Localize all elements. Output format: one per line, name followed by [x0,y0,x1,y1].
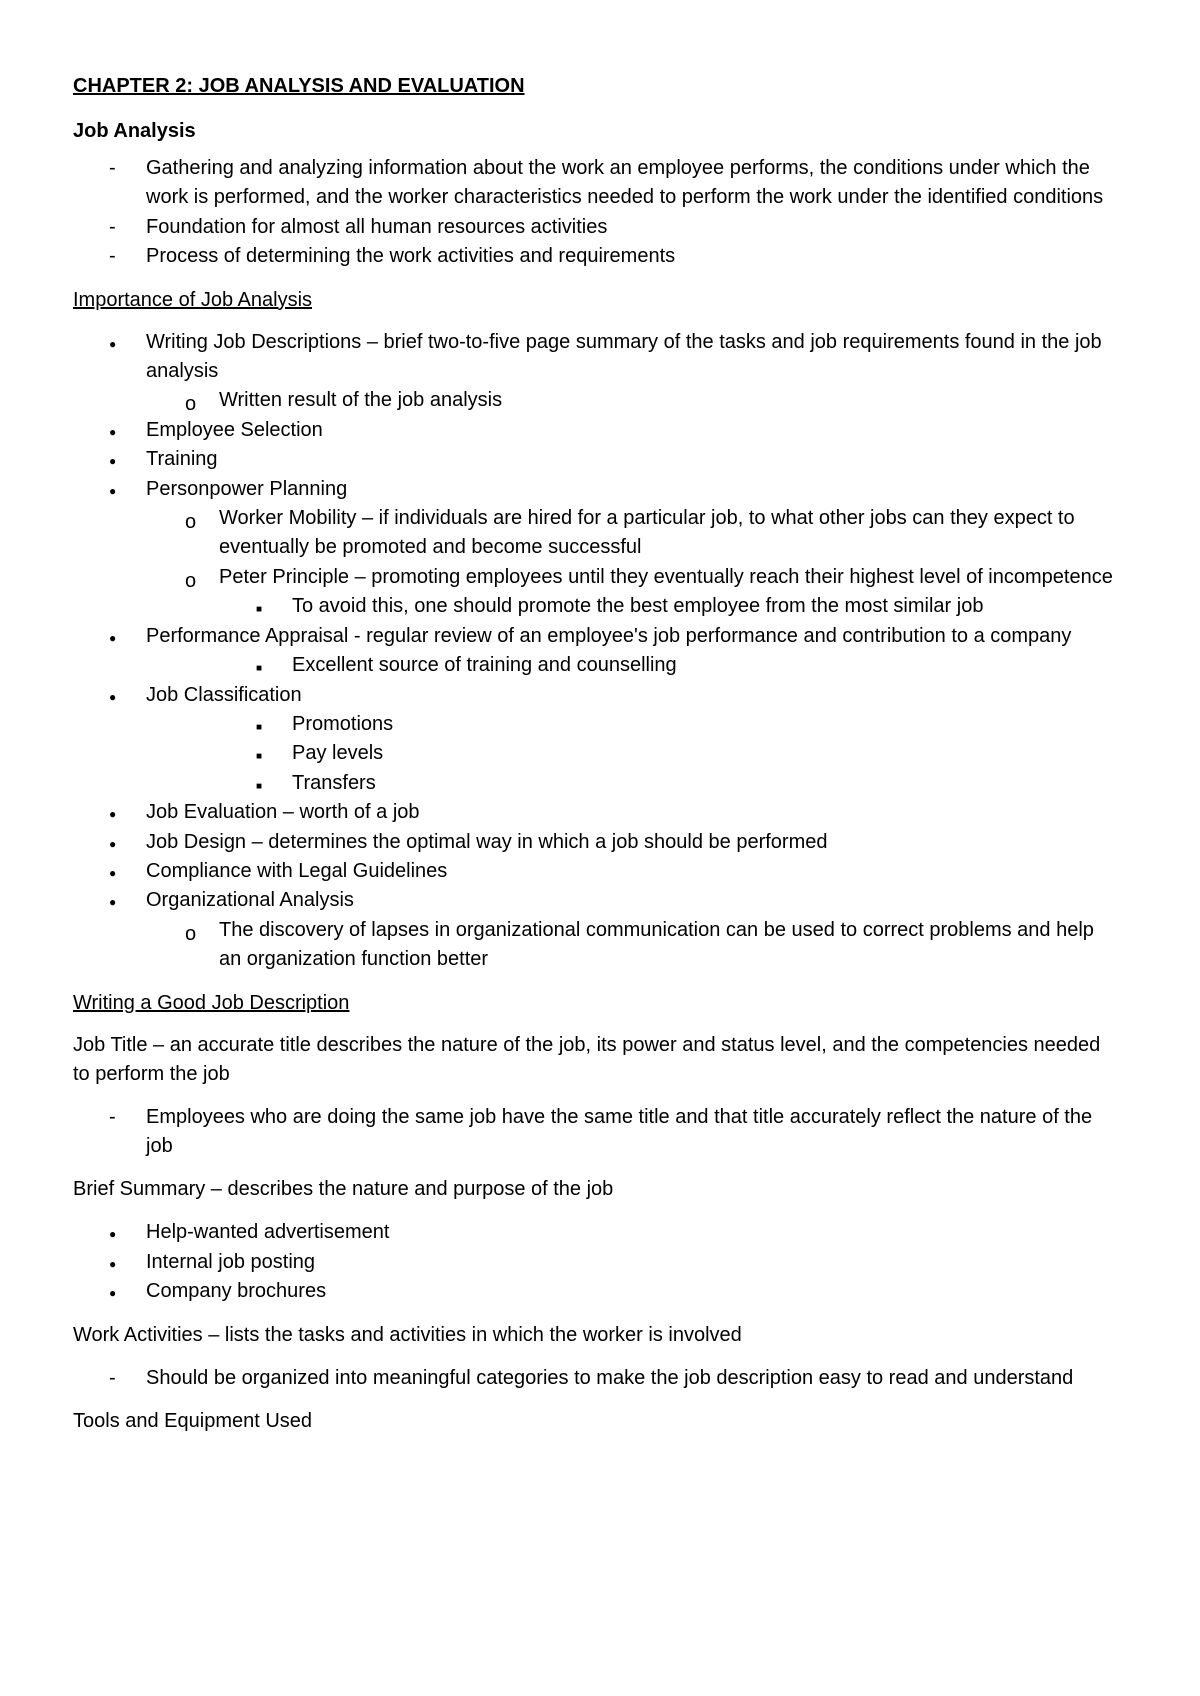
list-item: - Process of determining the work activities and requirements [73,242,1120,271]
dash-marker: - [109,245,116,268]
square-marker: ■ [256,721,263,733]
list-item: ● Performance Appraisal - regular review of an employee's job performance and contribution to a company [73,622,1120,651]
bullet-marker: ● [109,865,117,880]
bullet-marker: ● [109,1227,117,1242]
circle-marker: o [185,922,197,945]
tools-paragraph: Tools and Equipment Used [73,1410,313,1432]
list-item: ● Compliance with Legal Guidelines [73,857,1120,886]
list-item: o The discovery of lapses in organizational communication can be used to correct problems and help an organization function better [185,918,1094,971]
list-item: - Foundation for almost all human resources activities [73,213,1120,242]
circle-marker: o [185,511,197,534]
list-item: ■ Excellent source of training and counselling [73,651,1120,680]
job-analysis-heading: Job Analysis [73,120,196,142]
bullet-marker: ● [109,424,117,439]
list-item: ● Company brochures [73,1277,1120,1306]
chapter-title: CHAPTER 2: JOB ANALYSIS AND EVALUATION [73,75,525,97]
work-activities-paragraph: Work Activities – lists the tasks and activities in which the worker is involved [73,1323,742,1346]
bullet-marker: ● [109,1256,117,1271]
bullet-marker: ● [109,836,117,851]
importance-list [73,328,1120,975]
job-analysis-list [73,154,1120,272]
list-item: ● Personpower Planning [73,475,1120,504]
dash-marker: - [109,1366,116,1389]
list-item: o Peter Principle – promoting employees until they eventually reach their highest level of incompetence [73,563,1120,592]
list-item: ● Job Classification [73,681,1120,710]
list-item: ● Job Design – determines the optimal way in which a job should be performed [73,828,1120,857]
work-activities-list [73,1364,1120,1393]
bullet-marker: ● [109,689,117,704]
list-item: ■ Transfers [73,769,1120,798]
bullet-marker: ● [109,454,117,469]
importance-heading: Importance of Job Analysis [73,288,313,311]
list-item: ■ Pay levels [73,739,1120,768]
dash-marker: - [109,157,116,179]
brief-summary-list [73,1218,1120,1306]
bullet-marker: ● [109,336,117,351]
square-marker: ■ [256,604,263,616]
list-item: ● Writing Job Descriptions – brief two-to-five page summary of the tasks and job requirements found in the job analysis [109,330,1102,383]
square-marker: ■ [256,780,263,792]
brief-summary-paragraph: Brief Summary – describes the nature and purpose of the job [73,1178,614,1201]
list-item: - Should be organized into meaningful categories to make the job description easy to read and understand [73,1364,1120,1393]
bullet-marker: ● [109,630,117,645]
circle-marker: o [185,569,197,592]
list-item: ■ To avoid this, one should promote the best employee from the most similar job [73,592,1120,621]
list-item: ● Training [73,445,1120,474]
bullet-marker: ● [109,1286,117,1301]
job-title-list [73,1103,1120,1162]
square-marker: ■ [256,751,263,763]
bullet-marker: ● [109,807,117,822]
list-item: ● Help-wanted advertisement [73,1218,1120,1247]
dash-marker: - [109,215,116,238]
list-item: o Written result of the job analysis [73,386,1120,415]
list-item: - Employees who are doing the same job have the same title and that title accurately reflect the nature of the job [73,1103,1120,1162]
list-item: ■ Promotions [73,710,1120,739]
dash-marker: - [109,1105,116,1128]
job-title-paragraph: Job Title – an accurate title describes the nature of the job, its power and status level, and the competencies needed to perform the job [73,1033,1101,1085]
bullet-marker: ● [109,483,117,498]
list-item: - Gathering and analyzing information about the work an employee performs, the conditions under which the work is performed, and the worker characteristics needed to perform the work under the identified conditions [73,154,1120,213]
list-item: ● Job Evaluation – worth of a job [73,798,1120,827]
list-item: o Worker Mobility – if individuals are hired for a particular job, to what other jobs can they expect to eventually be promoted and become successful [185,507,1075,559]
list-item: ● Internal job posting [73,1248,1120,1277]
square-marker: ■ [256,663,263,675]
bullet-marker: ● [109,895,117,910]
circle-marker: o [185,393,197,416]
list-item: ● Organizational Analysis [73,886,1120,915]
list-item: ● Employee Selection [73,416,1120,445]
writing-heading: Writing a Good Job Description [73,991,350,1014]
